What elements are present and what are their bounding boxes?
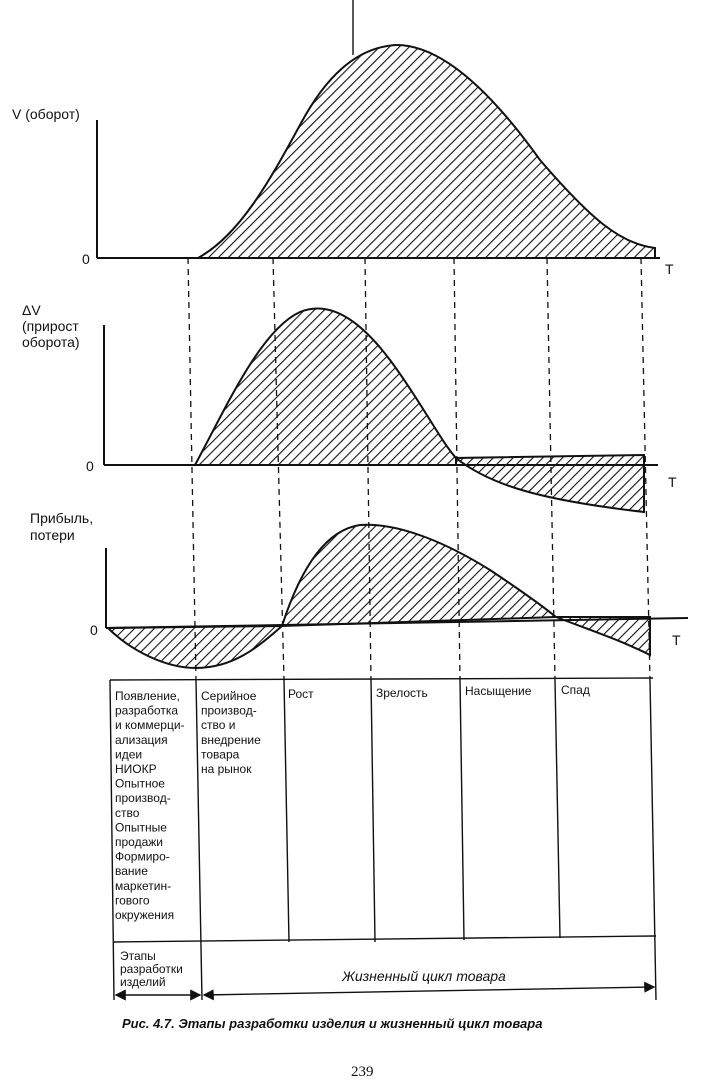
label-line: Рост	[288, 687, 314, 701]
table-col-3	[371, 680, 375, 942]
divider-1	[188, 258, 196, 680]
profit-chart	[30, 510, 688, 668]
label-line: продажи	[115, 835, 163, 849]
life-cycle-label: Жизненный цикл товара	[342, 968, 506, 984]
volume-x-label: T	[665, 261, 674, 277]
volume-curve	[198, 45, 655, 258]
volume-y-label: V (оборот)	[12, 106, 80, 122]
profit-positive-area	[282, 525, 556, 626]
label-line: ализация	[115, 732, 168, 747]
divider-2	[273, 258, 284, 680]
label-line: на рынок	[201, 762, 252, 776]
phase-maturity	[376, 686, 428, 700]
label-line: Опытное	[115, 776, 165, 791]
label-line: НИОКР	[115, 762, 157, 776]
phase-development	[115, 689, 185, 922]
phase-table	[110, 678, 656, 1000]
label-line: идеи	[115, 747, 143, 762]
table-col-0	[110, 680, 114, 1000]
label-line: ство и	[201, 718, 236, 733]
label-line: товара	[201, 747, 240, 762]
label-line: внедрение	[201, 732, 261, 747]
profit-y-label-line-2: потери	[30, 527, 75, 543]
table-top-line	[110, 678, 653, 680]
profit-x-label: T	[672, 632, 681, 648]
label-line: Насыщение	[465, 684, 532, 698]
increment-y-label-line-3: оборота)	[22, 334, 80, 350]
label-line: окружения	[115, 908, 175, 922]
increment-positive-area	[195, 309, 456, 465]
increment-x-label: T	[668, 474, 677, 490]
label-line: вание	[115, 864, 148, 879]
table-col-6	[650, 680, 656, 1000]
profit-loss-area-late	[556, 617, 650, 655]
label-line: изделий	[120, 975, 166, 989]
table-mid-line	[114, 936, 656, 942]
label-line: ство	[115, 805, 140, 820]
label-line: производ-	[201, 703, 257, 718]
volume-zero-label: 0	[82, 251, 90, 267]
label-line: Спад	[561, 683, 590, 697]
life-cycle-arrow	[204, 987, 654, 995]
page-number: 239	[351, 1064, 374, 1080]
label-line: производ-	[115, 791, 171, 806]
label-line: гового	[115, 893, 150, 908]
table-col-2	[284, 680, 289, 942]
increment-chart	[22, 302, 677, 512]
phase-introduction	[201, 689, 261, 776]
phase-growth	[288, 687, 314, 701]
phase-decline	[561, 683, 590, 697]
label-line: маркетин-	[115, 878, 172, 893]
table-col-5	[555, 680, 560, 938]
label-line: Появление,	[115, 689, 180, 703]
development-stages-label	[120, 949, 183, 989]
label-line: Серийное	[201, 689, 257, 703]
profit-y-label-line-1: Прибыль,	[30, 510, 94, 526]
increment-y-label-line-2: (прирост	[22, 318, 79, 334]
increment-y-label-line-1: ΔV	[22, 302, 41, 318]
profit-zero-label: 0	[90, 622, 98, 638]
figure-caption: Рис. 4.7. Этапы разработки изделия и жизненный цикл товара	[122, 1016, 543, 1031]
label-line: разработки	[120, 962, 183, 976]
volume-chart	[12, 0, 674, 277]
label-line: Зрелость	[376, 686, 428, 700]
label-line: и коммерци-	[115, 718, 185, 733]
label-line: Формиро-	[115, 849, 170, 864]
table-col-4	[460, 680, 464, 940]
label-line: разработка	[115, 703, 179, 718]
label-line: Этапы	[120, 949, 156, 963]
label-line: Опытные	[115, 820, 167, 835]
phase-saturation	[465, 684, 532, 698]
increment-zero-label: 0	[86, 458, 94, 474]
increment-negative-area	[456, 455, 644, 512]
